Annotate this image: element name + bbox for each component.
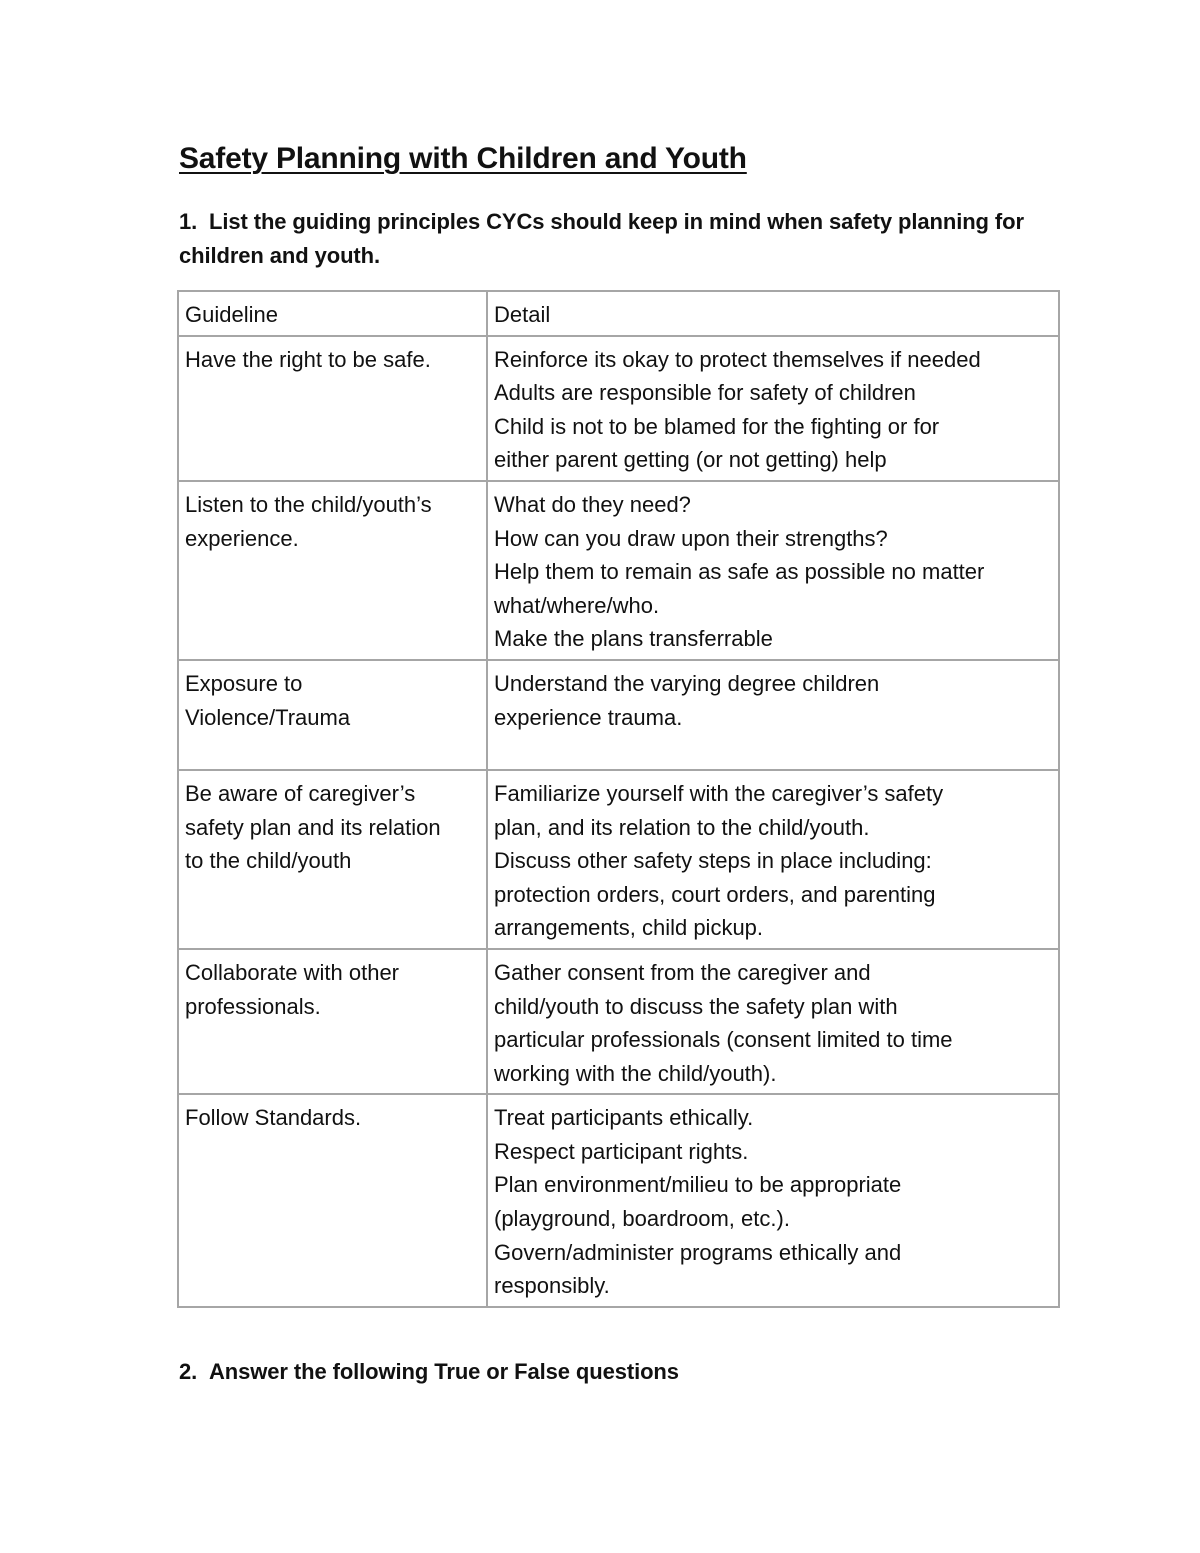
guiding-principles-table	[177, 290, 1060, 1308]
detail-line: Adults are responsible for safety of children	[494, 380, 916, 406]
detail-line: what/where/who.	[494, 592, 660, 618]
detail-cell	[487, 481, 1059, 660]
guideline-line: Be aware of caregiver’s	[185, 780, 416, 806]
guideline-line: safety plan and its relation	[185, 814, 441, 840]
guideline-line: Follow Standards.	[185, 1105, 362, 1131]
detail-line: Treat participants ethically.	[494, 1105, 754, 1131]
question-1-number: 1.	[179, 209, 198, 234]
detail-line: either parent getting (or not getting) help	[494, 447, 887, 473]
guideline-line: professionals.	[185, 993, 321, 1019]
detail-line: Gather consent from the caregiver and	[494, 959, 871, 985]
detail-line: Make the plans transferrable	[494, 626, 773, 652]
guideline-line: Violence/Trauma	[185, 704, 351, 730]
question-2-number: 2.	[179, 1359, 198, 1384]
header-guideline: Guideline	[178, 291, 487, 336]
detail-line: Govern/administer programs ethically and	[494, 1239, 902, 1265]
guideline-line: Exposure to	[185, 670, 303, 696]
guideline-cell	[178, 336, 487, 481]
table-row	[178, 1094, 1059, 1307]
detail-cell	[487, 1094, 1059, 1307]
detail-line: responsibly.	[494, 1273, 610, 1299]
detail-line: Plan environment/milieu to be appropriate	[494, 1172, 902, 1198]
detail-line: What do they need?	[494, 491, 691, 517]
guideline-line: Have the right to be safe.	[185, 346, 431, 372]
question-2-text: Answer the following True or False questions	[209, 1359, 679, 1384]
detail-cell	[487, 770, 1059, 949]
question-1	[179, 205, 1059, 273]
table-row	[178, 770, 1059, 949]
question-1-text: List the guiding principles CYCs should keep in mind when safety planning for children and youth.	[179, 209, 1024, 268]
guideline-line: experience.	[185, 525, 299, 551]
detail-line: particular professionals (consent limited to time	[494, 1027, 953, 1053]
question-2	[179, 1355, 679, 1389]
detail-line: working with the child/youth).	[494, 1060, 777, 1086]
table-row	[178, 660, 1059, 770]
detail-line: experience trauma.	[494, 704, 683, 730]
detail-line: Understand the varying degree children	[494, 670, 880, 696]
detail-line: How can you draw upon their strengths?	[494, 525, 888, 551]
guideline-line: Collaborate with other	[185, 959, 400, 985]
detail-cell	[487, 336, 1059, 481]
detail-line: (playground, boardroom, etc.).	[494, 1206, 790, 1232]
guideline-cell	[178, 481, 487, 660]
table-header-row	[178, 291, 1059, 336]
detail-line: plan, and its relation to the child/youth.	[494, 814, 870, 840]
guideline-cell	[178, 770, 487, 949]
detail-line: Child is not to be blamed for the fighting or for	[494, 413, 940, 439]
detail-line: child/youth to discuss the safety plan with	[494, 993, 898, 1019]
detail-line: Reinforce its okay to protect themselves if needed	[494, 346, 981, 372]
guideline-line: to the child/youth	[185, 848, 352, 874]
header-detail: Detail	[487, 291, 1059, 336]
table-row	[178, 949, 1059, 1094]
table-row	[178, 481, 1059, 660]
detail-line: Respect participant rights.	[494, 1138, 749, 1164]
detail-line: Discuss other safety steps in place including:	[494, 848, 932, 874]
detail-line: Help them to remain as safe as possible no matter	[494, 559, 985, 585]
detail-line: protection orders, court orders, and parenting	[494, 881, 936, 907]
guideline-cell	[178, 660, 487, 770]
detail-cell	[487, 660, 1059, 770]
guideline-line: Listen to the child/youth’s	[185, 491, 432, 517]
guideline-cell	[178, 1094, 487, 1307]
detail-line: Familiarize yourself with the caregiver’s safety	[494, 780, 944, 806]
detail-line: arrangements, child pickup.	[494, 915, 764, 941]
detail-cell	[487, 949, 1059, 1094]
table-row	[178, 336, 1059, 481]
page-title: Safety Planning with Children and Youth	[179, 142, 747, 175]
guideline-cell	[178, 949, 487, 1094]
